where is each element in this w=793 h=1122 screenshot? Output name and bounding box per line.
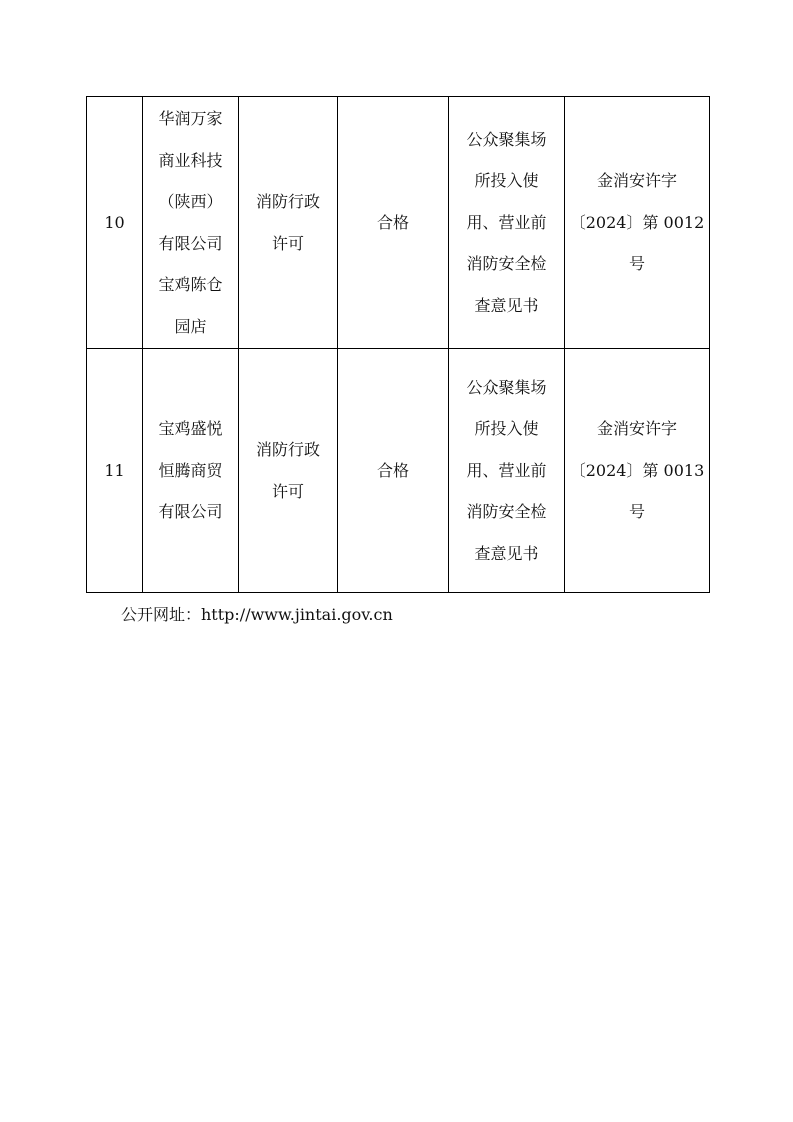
inspection-result: 合格 — [376, 212, 409, 232]
permit-number: 金消安许字 〔2024〕第 0013 号 — [569, 419, 705, 522]
entity-name-cell — [143, 97, 239, 349]
row-index-cell — [87, 349, 143, 593]
records-table — [86, 96, 710, 593]
permit-type: 消防行政 许可 — [255, 192, 320, 253]
inspection-result: 合格 — [376, 460, 409, 480]
permit-number-cell — [565, 97, 710, 349]
permit-type-cell — [239, 97, 338, 349]
entity-name-cell — [143, 349, 239, 593]
document-cell — [449, 97, 565, 349]
row-index-cell — [87, 97, 143, 349]
entity-name: 宝鸡盛悦 恒腾商贸 有限公司 — [158, 419, 223, 522]
table-row — [87, 97, 710, 349]
row-index: 10 — [104, 212, 125, 232]
document-name: 公众聚集场 所投入使 用、营业前 消防安全检 查意见书 — [466, 377, 547, 563]
document-cell — [449, 349, 565, 593]
entity-name: 华润万家 商业科技 （陕西） 有限公司 宝鸡陈仓 园店 — [158, 109, 223, 336]
public-url-note: 公开网址：http://www.jintai.gov.cn — [121, 605, 393, 624]
permit-number: 金消安许字 〔2024〕第 0012 号 — [569, 171, 705, 274]
permit-type: 消防行政 许可 — [255, 440, 320, 501]
permit-type-cell — [239, 349, 338, 593]
row-index: 11 — [104, 460, 125, 480]
result-cell — [338, 97, 449, 349]
result-cell — [338, 349, 449, 593]
table-row — [87, 349, 710, 593]
permit-number-cell — [565, 349, 710, 593]
document-name: 公众聚集场 所投入使 用、营业前 消防安全检 查意见书 — [466, 129, 547, 315]
